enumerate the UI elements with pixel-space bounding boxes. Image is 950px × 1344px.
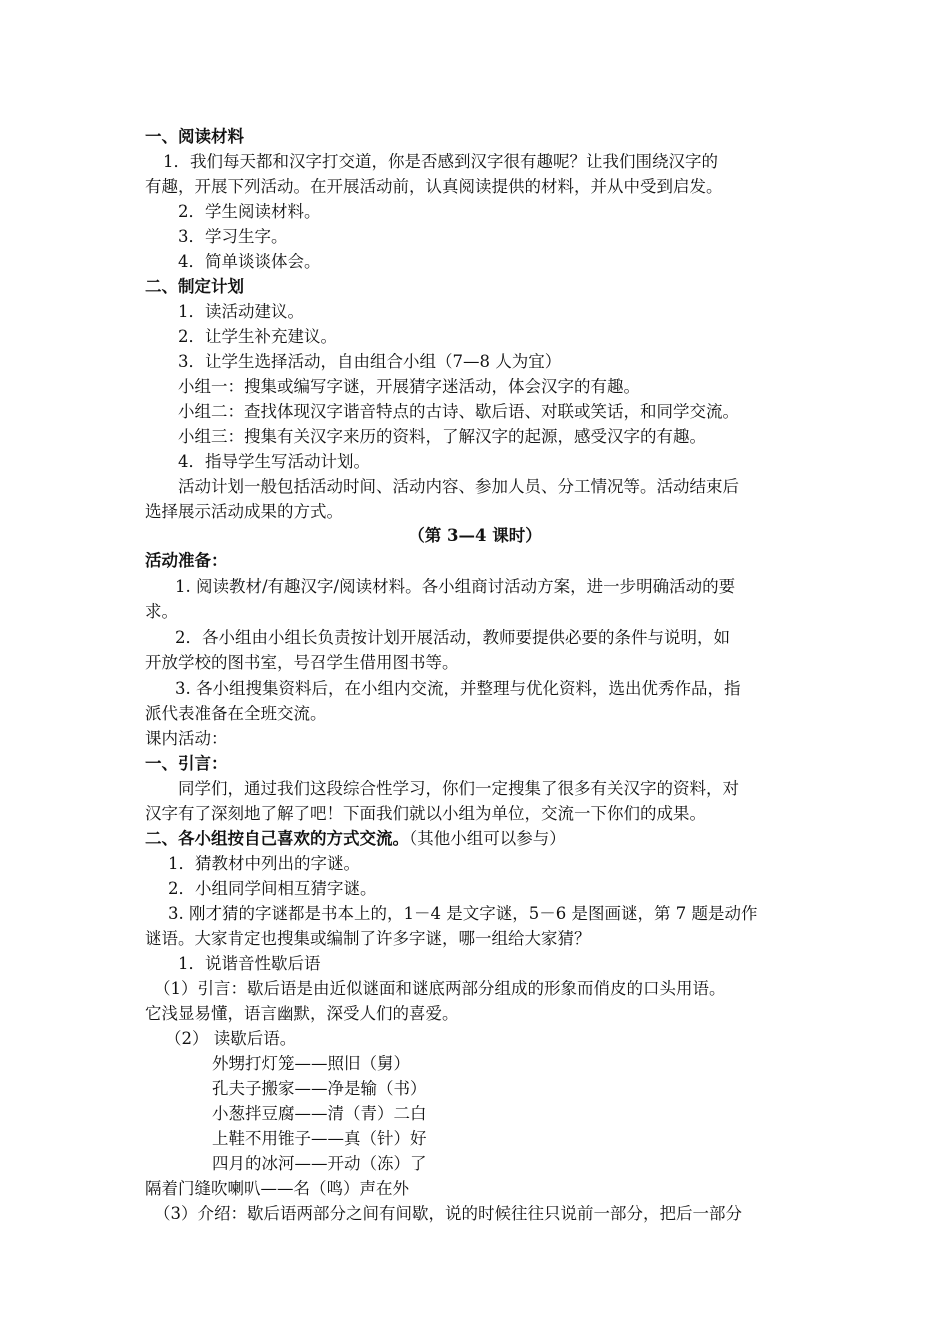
- proverb-line: 隔着门缝吹喇叭——名（鸣）声在外: [145, 1179, 409, 1198]
- proverb-line: 四月的冰河——开动（冻）了: [212, 1154, 427, 1173]
- group-two: 小组二：查找体现汉字谐音特点的古诗、歇后语、对联或笑话，和同学交流。: [178, 402, 739, 421]
- paragraph-line: 谜语。大家肯定也搜集或编制了许多字谜，哪一组给大家猜？: [145, 929, 591, 948]
- list-item: 3．学习生字。: [178, 227, 288, 246]
- paragraph-line: 3. 各小组搜集资料后，在小组内交流，并整理与优化资料，选出优秀作品，指: [175, 679, 741, 698]
- list-item: （2） 读歇后语。: [165, 1029, 297, 1048]
- heading-class-activity: 课内活动：: [145, 729, 228, 748]
- heading-group-exchange-bold: 二、各小组按自己喜欢的方式交流。: [145, 829, 409, 848]
- paragraph-line: 派代表准备在全班交流。: [145, 704, 327, 723]
- paragraph-line: （3）介绍：歇后语两部分之间有间歇，说的时候往往只说前一部分，把后一部分: [154, 1204, 742, 1223]
- proverb-line: 上鞋不用锥子——真（针）好: [212, 1129, 427, 1148]
- heading-introduction: 一、引言：: [145, 754, 228, 773]
- heading-reading-materials: 一、阅读材料: [145, 127, 244, 146]
- paragraph-line: 求。: [145, 602, 178, 621]
- paragraph-line: 3. 刚才猜的字谜都是书本上的，1－4 是文字谜，5－6 是图画谜，第 7 题是动作: [168, 904, 758, 923]
- list-item: 4．指导学生写活动计划。: [178, 452, 370, 471]
- paragraph-line: 选择展示活动成果的方式。: [145, 502, 343, 521]
- heading-group-exchange: [145, 827, 566, 851]
- heading-make-plan: 二、制定计划: [145, 277, 244, 296]
- proverb-line: 孔夫子搬家——净是输（书）: [212, 1079, 427, 1098]
- paragraph-line: 2．各小组由小组长负责按计划开展活动，教师要提供必要的条件与说明，如: [175, 628, 730, 647]
- paragraph-line: 有趣，开展下列活动。在开展活动前，认真阅读提供的材料，并从中受到启发。: [145, 177, 723, 196]
- group-three: 小组三：搜集有关汉字来历的资料，了解汉字的起源，感受汉字的有趣。: [178, 427, 706, 446]
- list-item: 1．读活动建议。: [178, 302, 304, 321]
- list-item: 4．简单谈谈体会。: [178, 252, 321, 271]
- paragraph-line: 1．我们每天都和汉字打交道，你是否感到汉字很有趣呢？让我们围绕汉字的: [163, 152, 718, 171]
- section-title-lesson: （第 3—4 课时）: [408, 526, 542, 545]
- heading-group-exchange-note: （其他小组可以参与）: [409, 829, 566, 848]
- list-item: 2．学生阅读材料。: [178, 202, 321, 221]
- list-item: 3．让学生选择活动，自由组合小组（7—8 人为宜）: [178, 352, 562, 371]
- paragraph-line: 汉字有了深刻地了解了吧！下面我们就以小组为单位，交流一下你们的成果。: [145, 804, 706, 823]
- paragraph-line: 它浅显易懂，语言幽默，深受人们的喜爱。: [145, 1004, 459, 1023]
- paragraph-line: 1. 阅读教材/有趣汉字/阅读材料。各小组商讨活动方案，进一步明确活动的要: [175, 577, 736, 596]
- paragraph-line: （1）引言：歇后语是由近似谜面和谜底两部分组成的形象而俏皮的口头用语。: [154, 979, 726, 998]
- paragraph-line: 同学们，通过我们这段综合性学习，你们一定搜集了很多有关汉字的资料，对: [178, 779, 739, 798]
- paragraph-line: 活动计划一般包括活动时间、活动内容、参加人员、分工情况等。活动结束后: [178, 477, 739, 496]
- paragraph-line: 开放学校的图书室，号召学生借用图书等。: [145, 653, 459, 672]
- list-item: 2．让学生补充建议。: [178, 327, 337, 346]
- heading-preparation: 活动准备：: [145, 551, 228, 570]
- proverb-line: 小葱拌豆腐——清（青）二白: [212, 1104, 427, 1123]
- list-item: 1．说谐音性歇后语: [178, 954, 321, 973]
- list-item: 2．小组同学间相互猜字谜。: [168, 879, 377, 898]
- list-item: 1．猜教材中列出的字谜。: [168, 854, 360, 873]
- group-one: 小组一：搜集或编写字谜，开展猜字迷活动，体会汉字的有趣。: [178, 377, 640, 396]
- proverb-line: 外甥打灯笼——照旧（舅）: [212, 1054, 410, 1073]
